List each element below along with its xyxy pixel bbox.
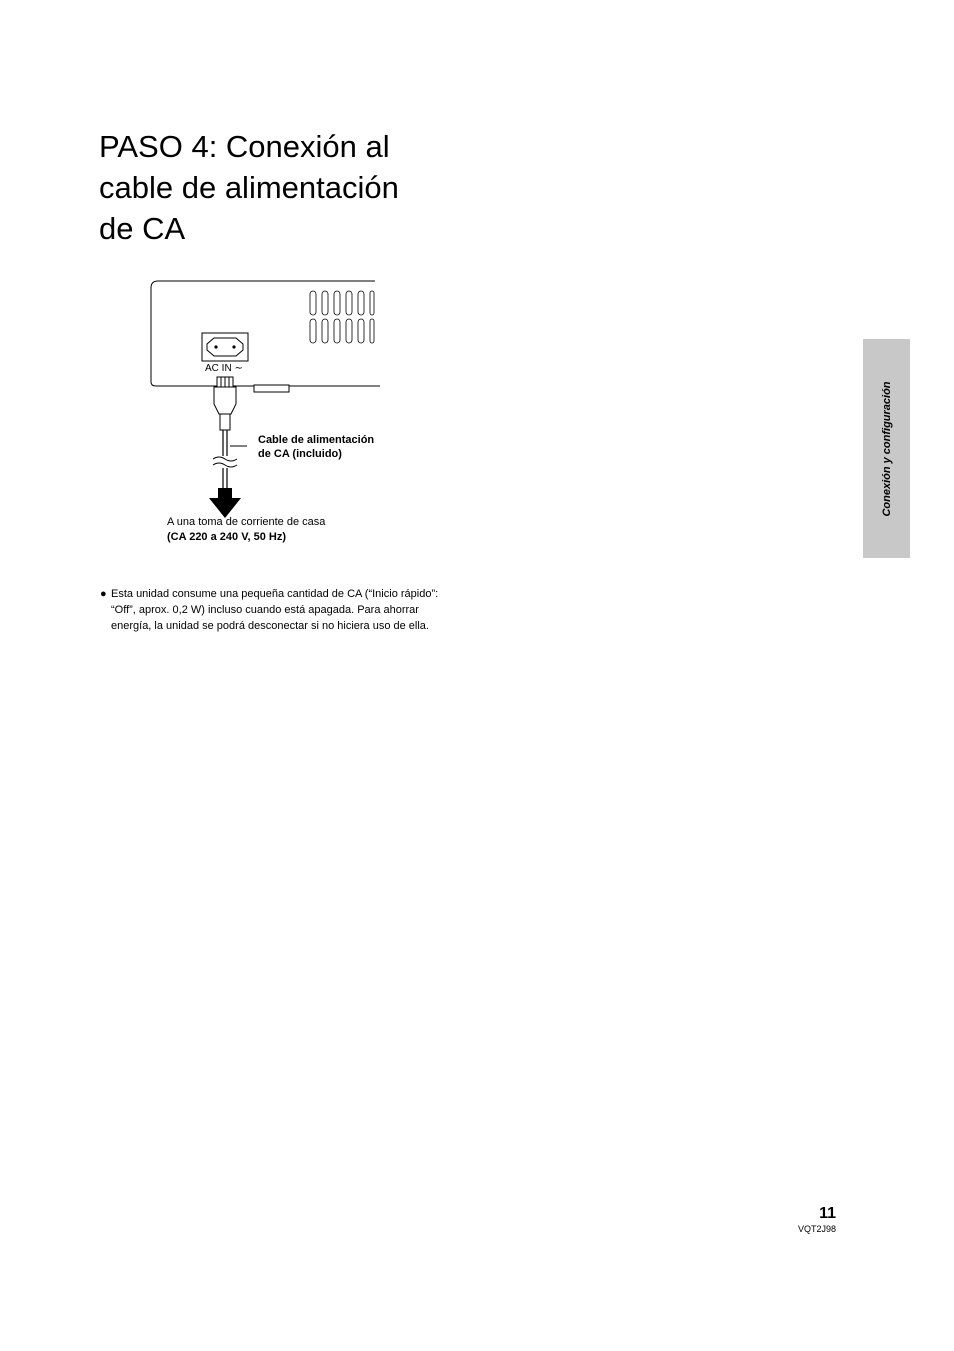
section-side-tab	[863, 339, 910, 558]
cable-label-line-1: Cable de alimentación	[258, 434, 375, 446]
cable-label-line-2: de CA (incluido)	[258, 448, 342, 460]
arrow-down-icon	[209, 488, 241, 518]
note-text: Esta unidad consume una pequeña cantidad de CA (“Inicio rápido”: “Off”, aprox. 0,2 W) incluso cuando está apagada. Para ahorrar energía, la unidad se podrá desconectar si no hiciera uso de ella.	[111, 588, 439, 632]
title-line-3: de CA	[99, 211, 186, 246]
power-plug-icon	[214, 377, 236, 430]
title-line-2: cable de alimentación	[99, 170, 399, 205]
section-side-tab-label: Conexión y configuración	[880, 380, 893, 517]
outlet-label-line-1: A una toma de corriente de casa	[167, 516, 326, 528]
vent-slots-icon	[310, 291, 374, 343]
bullet-icon: ●	[100, 588, 107, 600]
outlet-label-line-2: (CA 220 a 240 V, 50 Hz)	[167, 531, 287, 543]
page-number: 11	[819, 1205, 836, 1222]
panel-label-slot	[254, 385, 289, 392]
ac-in-label: AC IN ∼	[205, 363, 243, 374]
outlet-callout	[167, 515, 325, 545]
cable-callout	[258, 433, 374, 461]
ac-in-socket-icon	[202, 333, 248, 361]
note-paragraph	[100, 586, 460, 634]
title-line-1: PASO 4: Conexión al	[99, 129, 390, 164]
power-connection-diagram	[0, 0, 954, 600]
document-code: VQT2J98	[797, 1224, 836, 1234]
power-cable	[213, 430, 247, 490]
